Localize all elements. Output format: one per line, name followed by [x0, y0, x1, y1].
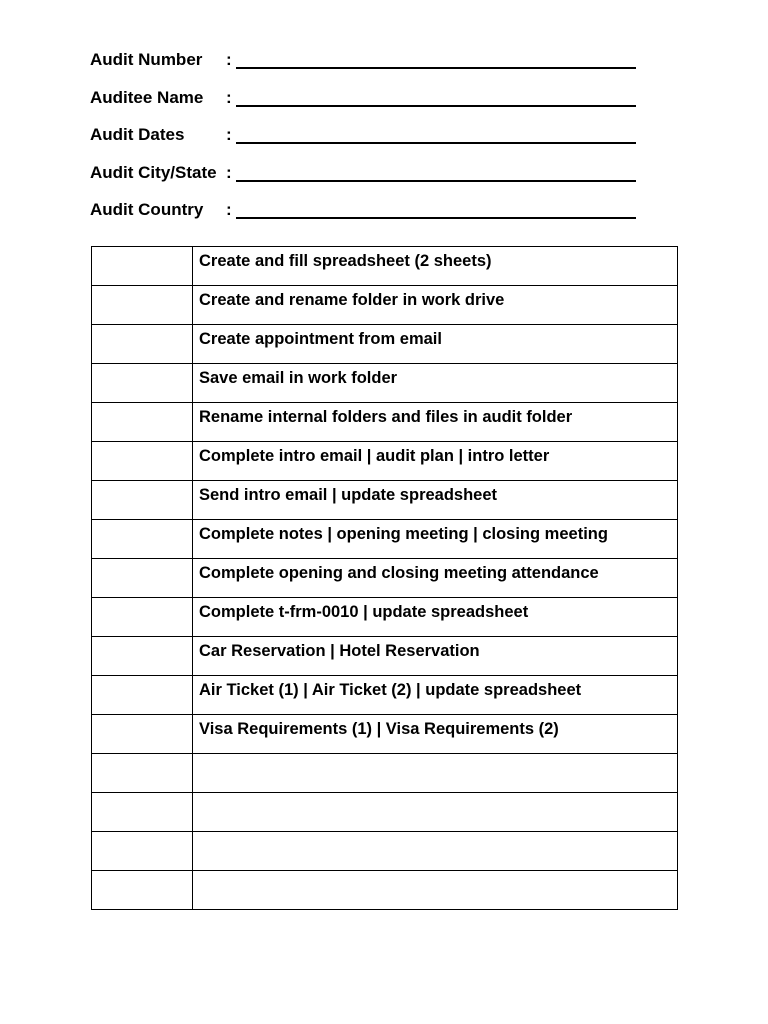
auditee-name-blank[interactable]: [236, 105, 636, 107]
task-description: Create and rename folder in work drive: [193, 286, 678, 325]
task-check-cell[interactable]: [92, 559, 193, 598]
task-check-cell[interactable]: [92, 325, 193, 364]
audit-dates-field: [90, 123, 650, 161]
task-check-cell[interactable]: [92, 481, 193, 520]
audit-country-colon: :: [226, 200, 232, 220]
table-row: [92, 793, 678, 832]
task-check-cell[interactable]: [92, 286, 193, 325]
task-check-cell[interactable]: [92, 403, 193, 442]
audit-header-fields: [90, 48, 650, 236]
task-check-cell[interactable]: [92, 832, 193, 871]
table-row: [92, 559, 678, 598]
table-row: [92, 871, 678, 910]
task-description: Create and fill spreadsheet (2 sheets): [193, 247, 678, 286]
task-description: Air Ticket (1) | Air Ticket (2) | update spreadsheet: [193, 676, 678, 715]
audit-city-state-colon: :: [226, 162, 232, 182]
table-row: [92, 520, 678, 559]
task-check-cell[interactable]: [92, 637, 193, 676]
task-description[interactable]: [193, 871, 678, 910]
task-description: Rename internal folders and files in audit folder: [193, 403, 678, 442]
task-check-cell[interactable]: [92, 871, 193, 910]
auditee-name-label: Auditee Name: [90, 87, 204, 107]
task-check-cell[interactable]: [92, 676, 193, 715]
task-description: Complete intro email | audit plan | intro letter: [193, 442, 678, 481]
audit-dates-colon: :: [226, 125, 232, 145]
task-description: Complete opening and closing meeting attendance: [193, 559, 678, 598]
table-row: [92, 481, 678, 520]
table-row: [92, 637, 678, 676]
table-row: [92, 442, 678, 481]
task-check-cell[interactable]: [92, 598, 193, 637]
task-check-cell[interactable]: [92, 247, 193, 286]
table-row: [92, 403, 678, 442]
auditee-name-colon: :: [226, 87, 232, 107]
audit-number-blank[interactable]: [236, 67, 636, 69]
task-description: Car Reservation | Hotel Reservation: [193, 637, 678, 676]
task-description: Visa Requirements (1) | Visa Requirements (2): [193, 715, 678, 754]
task-description: Complete t-frm-0010 | update spreadsheet: [193, 598, 678, 637]
task-check-cell[interactable]: [92, 793, 193, 832]
table-row: [92, 247, 678, 286]
task-description[interactable]: [193, 832, 678, 871]
audit-city-state-blank[interactable]: [236, 180, 636, 182]
audit-country-field: [90, 198, 650, 236]
audit-number-field: [90, 48, 650, 86]
task-description: Save email in work folder: [193, 364, 678, 403]
audit-city-state-field: [90, 161, 650, 199]
task-description: Complete notes | opening meeting | closing meeting: [193, 520, 678, 559]
table-row: [92, 364, 678, 403]
table-row: [92, 598, 678, 637]
task-description[interactable]: [193, 793, 678, 832]
table-row: [92, 676, 678, 715]
table-row: [92, 286, 678, 325]
audit-number-colon: :: [226, 50, 232, 69]
task-check-cell[interactable]: [92, 520, 193, 559]
audit-number-label: Audit Number: [90, 50, 203, 69]
task-check-cell[interactable]: [92, 754, 193, 793]
auditee-name-field: [90, 86, 650, 124]
audit-task-checklist: [91, 246, 678, 910]
audit-country-blank[interactable]: [236, 217, 636, 219]
task-description[interactable]: [193, 754, 678, 793]
task-description: Create appointment from email: [193, 325, 678, 364]
audit-country-label: Audit Country: [90, 200, 204, 220]
audit-city-state-label: Audit City/State: [90, 162, 217, 182]
audit-dates-label: Audit Dates: [90, 125, 185, 145]
task-description: Send intro email | update spreadsheet: [193, 481, 678, 520]
table-row: [92, 715, 678, 754]
audit-dates-blank[interactable]: [236, 142, 636, 144]
table-row: [92, 754, 678, 793]
task-check-cell[interactable]: [92, 364, 193, 403]
task-check-cell[interactable]: [92, 442, 193, 481]
table-row: [92, 832, 678, 871]
task-check-cell[interactable]: [92, 715, 193, 754]
table-row: [92, 325, 678, 364]
